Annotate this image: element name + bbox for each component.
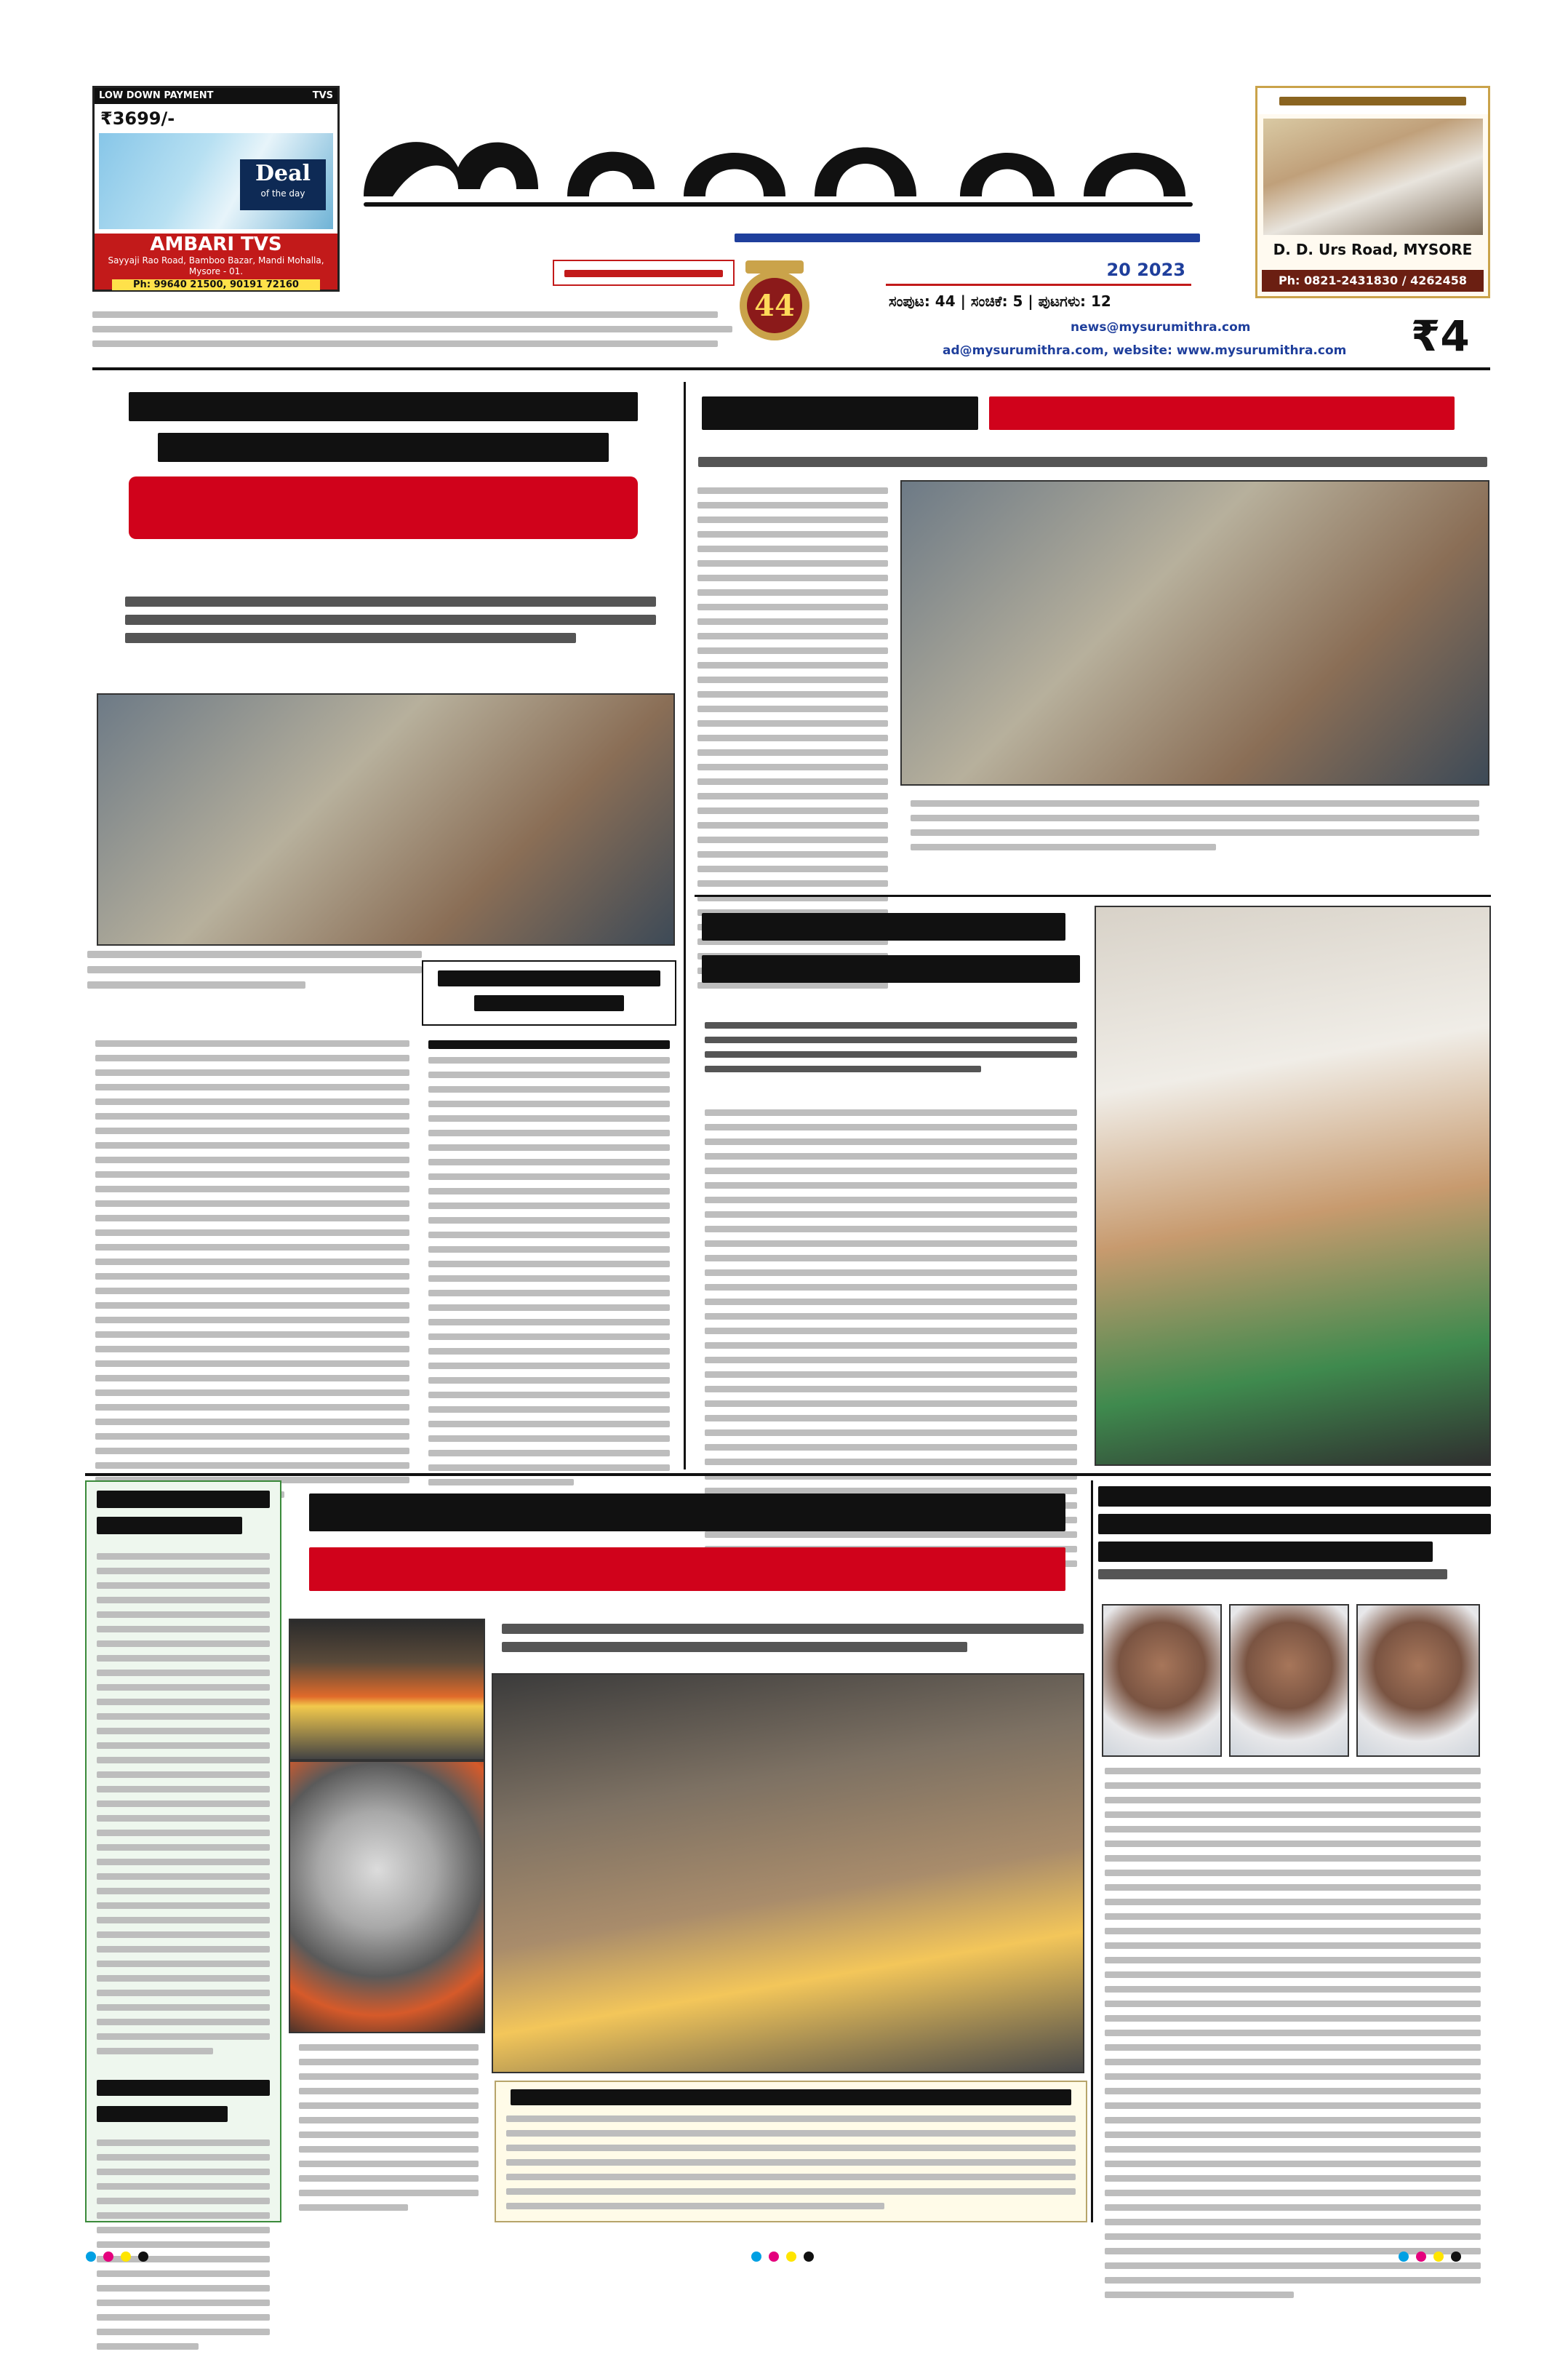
ad-left-promo-sub: of the day — [260, 188, 305, 199]
ad-right[interactable] — [1255, 86, 1490, 298]
candidate-photo-1 — [1102, 1604, 1222, 1757]
ad-left-dealer-name: AMBARI TVS — [150, 234, 282, 255]
siddaramaiah-nomination-photo — [900, 480, 1489, 786]
story-bommai-deck — [125, 597, 656, 651]
volume-line: ಸಂಪುಟ: 44 | ಸಂಚಿಕೆ: 5 | ಪುಟಗಳು: 12 — [889, 292, 1111, 310]
bommai-photo-caption — [87, 951, 422, 997]
ad-right-brand-strip — [1257, 88, 1488, 114]
contact-lines-right — [943, 320, 1393, 358]
ad-email[interactable]: ad@mysurumithra.com, website: www.mysurumithra.com — [943, 343, 1347, 358]
lower-section-rule — [85, 1473, 1491, 1476]
sidebar-nominations — [85, 1480, 281, 2222]
hootagalli-story-body-left — [289, 2037, 489, 2219]
story-shiggaon-headline — [422, 960, 676, 1026]
candidate-photo-2 — [1229, 1604, 1349, 1757]
ad-left[interactable] — [92, 86, 340, 292]
ad-left-phone: Ph: 99640 21500, 90191 72160 — [112, 279, 320, 290]
header-rule — [92, 367, 1490, 370]
story-hootagalli-deck — [502, 1624, 1084, 1660]
story-siddaramaiah-deck — [698, 457, 1487, 475]
story-bommai-headline — [92, 382, 674, 571]
siddaramaiah-rally-photo — [1095, 906, 1491, 1466]
masthead-nameplate — [349, 109, 1222, 226]
ad-left-top-strip — [95, 88, 337, 104]
warehouse-smoke-photo — [289, 1619, 485, 1760]
store-facade-image — [1263, 119, 1483, 235]
registration-dots-icon — [1396, 2249, 1484, 2264]
ad-left-dealer-block — [95, 234, 337, 290]
ad-right-address: D. D. Urs Road, MYSORE — [1273, 241, 1473, 258]
registration-dots-icon — [84, 2249, 171, 2264]
registration-marks-left — [84, 2249, 171, 2264]
ad-left-promo — [240, 159, 326, 210]
column-rule-top — [684, 382, 686, 1469]
anniversary-number: 44 — [754, 289, 795, 323]
registration-marks-right — [1396, 2249, 1484, 2264]
bommai-story-body — [85, 1033, 420, 1469]
ad-left-brand-tag: TVS — [312, 90, 333, 101]
fire-explosion-photo — [289, 1760, 485, 2033]
story-47-nominations-headline — [1098, 1480, 1491, 1593]
dhavan-story-deck — [695, 1015, 1087, 1095]
column-rule-bottom — [1091, 1480, 1093, 2222]
story-hootagalli-headline — [287, 1480, 1087, 1611]
ad-right-phone: Ph: 0821-2431830 / 4262458 — [1262, 270, 1484, 292]
candidate-photo-3 — [1356, 1604, 1480, 1757]
siddaramaiah-story-body-left — [687, 480, 898, 844]
nominations-story-body — [1095, 1760, 1491, 2219]
masthead-cities-strip — [735, 230, 1200, 246]
contact-lines-left — [92, 311, 747, 355]
mid-rule — [695, 895, 1491, 897]
firefighters-photo — [492, 1673, 1084, 2073]
factory-permit-box — [495, 2081, 1087, 2222]
bommai-nomination-photo — [97, 693, 675, 946]
shiggaon-story-body — [418, 1033, 680, 1469]
story-siddaramaiah-headline — [695, 382, 1491, 447]
date-line: 20 2023 — [1106, 260, 1185, 280]
cover-price: ₹4 — [1411, 311, 1470, 361]
story-dhavan-headline — [695, 906, 1087, 1008]
registration-marks-center — [749, 2249, 836, 2264]
news-email[interactable]: news@mysurumithra.com — [1071, 320, 1251, 335]
masthead-tagline-box — [553, 260, 735, 286]
siddaramaiah-photo-caption — [900, 793, 1489, 880]
masthead-logo-icon — [349, 109, 1222, 226]
date-box — [886, 260, 1191, 286]
registration-dots-icon — [749, 2249, 836, 2264]
ad-left-top-line: LOW DOWN PAYMENT — [99, 90, 214, 101]
dhavan-story-body — [695, 1102, 1087, 1466]
ad-left-address: Sayyaji Rao Road, Bamboo Bazar, Mandi Mohalla, Mysore - 01. — [108, 255, 324, 276]
ad-left-price: ₹3699/- — [100, 108, 175, 129]
ad-left-promo-tag: Deal — [255, 161, 311, 186]
